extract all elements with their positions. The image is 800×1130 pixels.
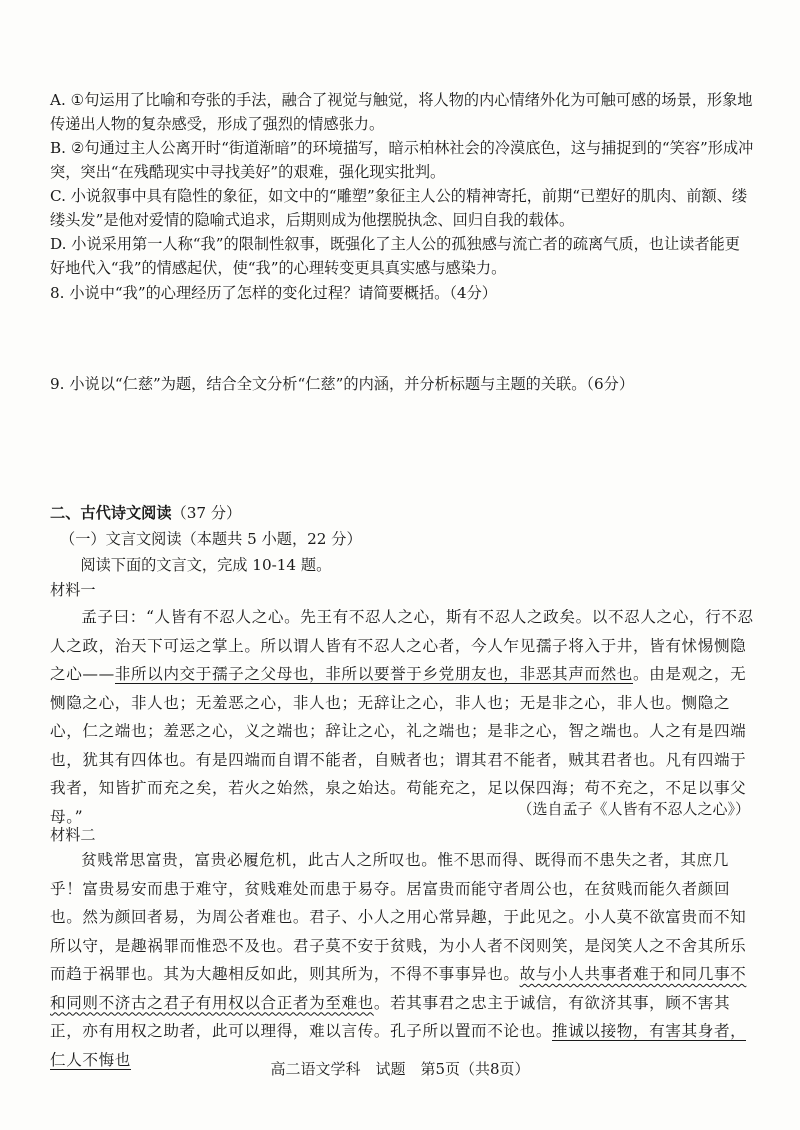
material-1-text bbox=[50, 603, 755, 831]
question-8: 8. 小说中“我”的心理经历了怎样的变化过程？请简要概括。（4分） bbox=[50, 284, 497, 302]
reading-instruction: 阅读下面的文言文，完成 10-14 题。 bbox=[80, 556, 332, 574]
material-2-part-1: 贫贱常思富贵，富贵必履危机，此古人之所叹也。惟不思而得、既得而不患失之者，其庶几乎！富贵易安而患于难守，贫贱难处而患于易夺。居富贵而能守者周公也，在贫贱而能久者颜回也。然为颜回者易，为周公者难也。君子、小人之用心常异趣，于此见之。小人莫不欲富贵而不知所以守，是趣祸罪而惟恐不及也。君子莫不安于贫贱，为小人者不闵则笑，是闵笑人之不舍其所乐而趋于祸罪也。其为大趣相反如此，则其所为，不得不事事异也。 bbox=[50, 851, 747, 983]
section-2-heading bbox=[50, 501, 755, 525]
material-2-label: 材料二 bbox=[50, 826, 96, 844]
material-1-part-2: 。由是观之，无恻隐之心，非人也；无羞恶之心，非人也；无辞让之心，非人也；无是非之心，非人也。恻隐之心，仁之端也；羞恶之心，义之端也；辞让之心，礼之端也；是非之心，智之端也。人之有是四端也，犹其有四体也。有是四端而自谓不能者，自贼者也；谓其君不能者，贼其君者也。凡有四端于我者，知皆扩而充之矣，若火之始然，泉之始达。苟能充之，足以保四海；苟不充之，不足以事父母。” bbox=[50, 665, 747, 826]
section-2-title: 二、古代诗文阅读 bbox=[50, 504, 172, 522]
option-b: B. ②句通过主人公离开时“街道渐暗”的环境描写，暗示柏林社会的冷漠底色，这与捕捉到的“笑容”形成冲突，突出“在残酷现实中寻找美好”的艰难，强化现实批判。 bbox=[50, 139, 754, 181]
material-2-underlined-sentence: 推诚以接物，有害其身者，仁人不悔也 bbox=[50, 1022, 747, 1069]
option-d: D. 小说采用第一人称“我”的限制性叙事，既强化了主人公的孤独感与流亡者的疏离气质，也让读者能更好地代入“我”的情感起伏，使“我”的心理转变更具真实感与感染力。 bbox=[50, 235, 740, 277]
material-2-text bbox=[50, 846, 755, 1074]
material-2-part-2: 。若其事君之忠主于诚信，有欲济其事，顾不害其正，亦有用权之助者，此可以理得，难以言传。孔子所以置而不论也。 bbox=[50, 993, 731, 1040]
section-2-score: （37 分） bbox=[171, 504, 242, 522]
subsection-title: （一）文言文阅读（本题共 5 小题，22 分） bbox=[60, 530, 362, 548]
page-footer: 高二语文学科 试题 第5页（共8页） bbox=[270, 1060, 530, 1078]
material-1-label: 材料一 bbox=[50, 581, 96, 599]
material-1-source: （选自孟子《人皆有不忍人之心》） bbox=[517, 800, 750, 818]
material-2-wavy-underlined-sentence: 故与小人共事者难于和同几事不和同则不济古之君子有用权以合正者为至难也 bbox=[50, 965, 747, 1012]
material-1-underlined-sentence: 非所以内交于孺子之父母也，非所以要誉于乡党朋友也，非恶其声而然也 bbox=[114, 665, 633, 683]
option-c: C. 小说叙事中具有隐性的象征，如文中的“雕塑”象征主人公的精神寄托，前期“已塑好的肌肉、前额、缕缕头发”是他对爱情的隐喻式追求，后期则成为他摆脱执念、回归自我的载体。 bbox=[50, 187, 748, 229]
question-9: 9. 小说以“仁慈”为题，结合全文分析“仁慈”的内涵，并分析标题与主题的关联。（6分） bbox=[50, 375, 635, 393]
option-a: A. ①句运用了比喻和夸张的手法，融合了视觉与触觉，将人物的内心情绪外化为可触可感的场景，形象地传递出人物的复杂感受，形成了强烈的情感张力。 bbox=[50, 91, 753, 133]
material-1-part-1: 孟子曰：“人皆有不忍人之心。先王有不忍人之心，斯有不忍人之政矣。以不忍人之心，行不忍人之政，治天下可运之掌上。所以谓人皆有不忍人之心者，今人乍见孺子将入于井，皆有怵惕恻隐之心—— bbox=[50, 608, 754, 683]
